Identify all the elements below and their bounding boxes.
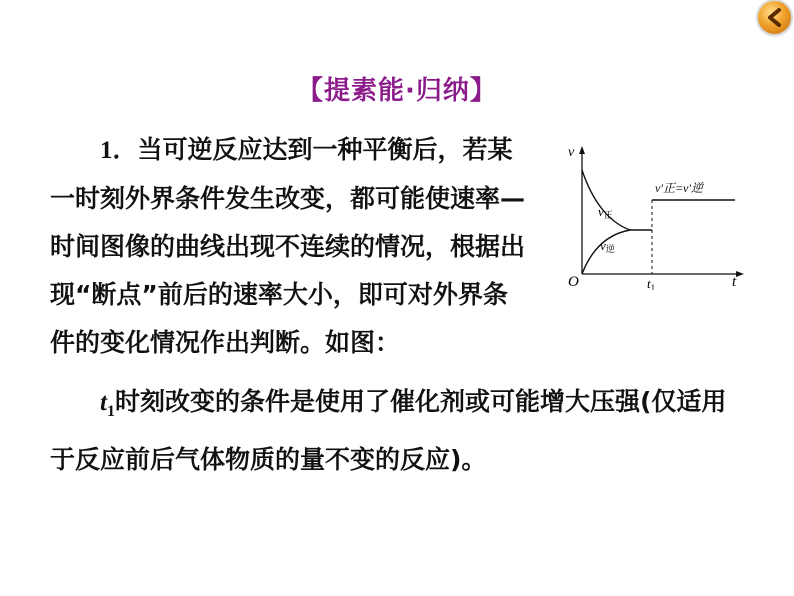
paragraph-1-line-1: 当可逆反应达到一种平衡后，若某	[137, 135, 513, 164]
origin-label: O	[568, 274, 579, 290]
arrow-left-icon	[758, 1, 791, 34]
t1-symbol: $t_1$	[100, 389, 115, 420]
paragraph-1	[50, 126, 550, 367]
paragraph-2	[50, 378, 770, 484]
t1-label: $t_1$	[647, 276, 656, 290]
section-heading: 【提素能·归纳】	[297, 76, 497, 106]
x-axis-label: t	[732, 274, 737, 290]
y-axis-label: v	[568, 145, 575, 160]
rate-time-graph	[560, 140, 750, 290]
reverse-rate-label: v逆	[600, 238, 615, 255]
item-number: 1．	[100, 137, 138, 164]
forward-rate-label: v正	[598, 204, 613, 221]
new-equilibrium-label: v′正=v′逆	[655, 181, 704, 195]
paragraph-1-line-5: 件的变化情况作出判断。如图：	[50, 328, 401, 357]
paragraph-1-line-3: 时间图像的曲线出现不连续的情况，根据出	[50, 232, 526, 261]
paragraph-2-line-1: 时刻改变的条件是使用了催化剂或可能增大压强(仅适用	[114, 387, 727, 416]
paragraph-2-line-2: 于反应前后气体物质的量不变的反应)。	[50, 445, 487, 474]
back-button[interactable]	[758, 1, 791, 34]
paragraph-1-line-4: 现“断点”前后的速率大小，即可对外界条	[50, 280, 508, 309]
paragraph-1-line-2: 一时刻外界条件发生改变，都可能使速率—	[50, 184, 526, 213]
